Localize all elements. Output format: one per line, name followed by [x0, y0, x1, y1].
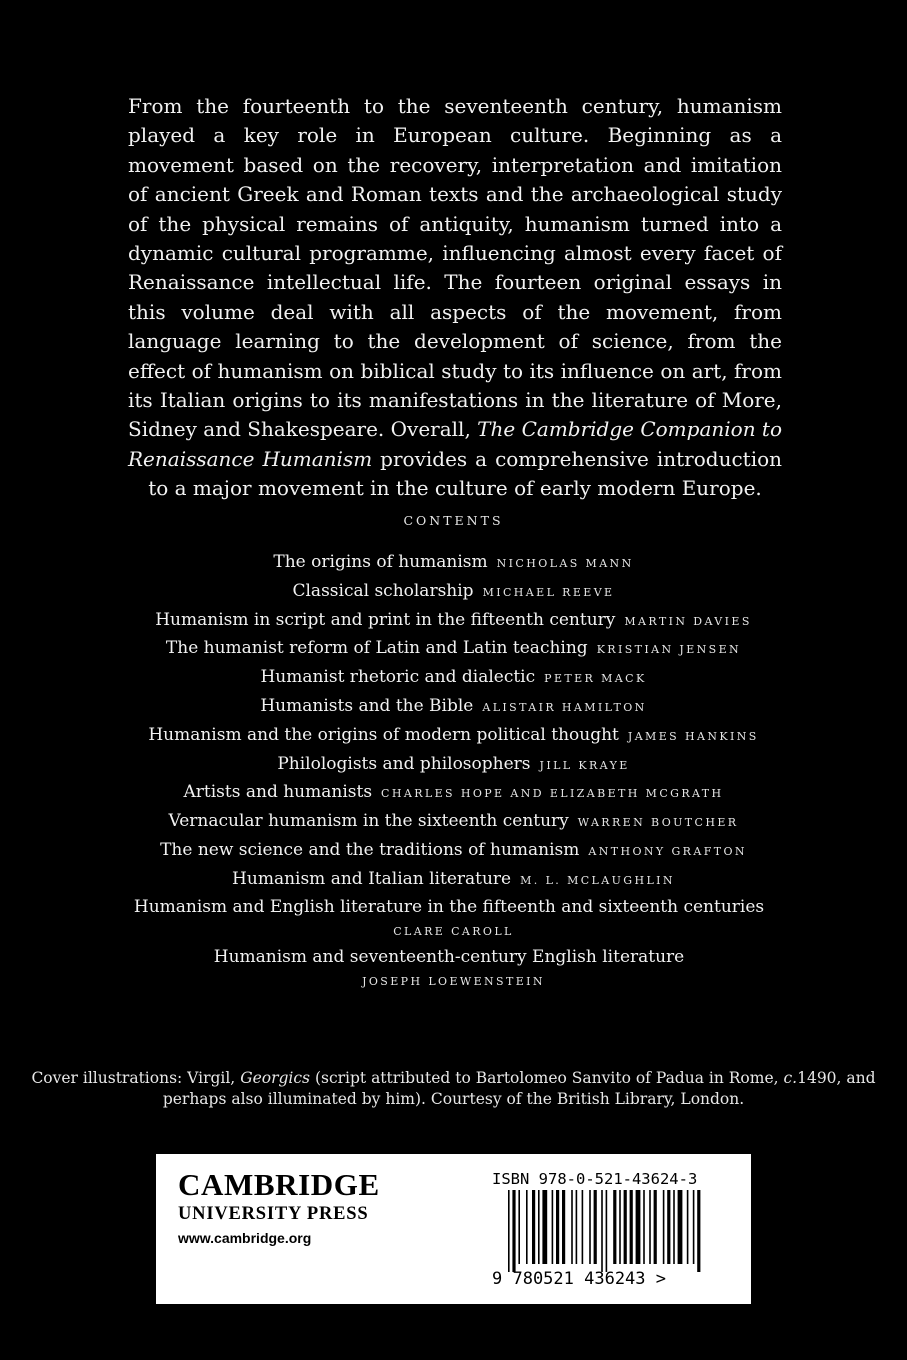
chapter-author: ALISTAIR HAMILTON [482, 700, 647, 714]
barcode-bar [594, 1190, 597, 1264]
chapter-entry [0, 808, 907, 837]
barcode-bar [619, 1190, 621, 1264]
chapter-entry [0, 837, 907, 866]
blurb-book-title: The Cambridge Companion to Renaissance Humanism [128, 417, 783, 471]
barcode-bar [512, 1190, 515, 1272]
publisher-website: www.cambridge.org [178, 1230, 312, 1246]
isbn-label: ISBN 978-0-521-43624-3 [492, 1170, 698, 1188]
barcode-bar [687, 1190, 689, 1264]
chapter-entry [0, 779, 907, 808]
barcode-bar [601, 1190, 603, 1272]
chapter-entry [0, 722, 907, 751]
credits-circa: c. [783, 1069, 798, 1087]
barcode-bar [532, 1190, 535, 1264]
chapter-title: Humanism and Italian literature [232, 868, 512, 889]
barcode-bar [693, 1190, 695, 1264]
barcode-bar [636, 1190, 641, 1264]
barcode-digits: 9 780521 436243 > [492, 1269, 666, 1288]
chapter-author: KRISTIAN JENSEN [596, 643, 742, 657]
barcode-bar [643, 1190, 645, 1264]
barcode-bar [673, 1190, 675, 1264]
barcode-bar [606, 1190, 608, 1272]
barcode-bar [552, 1190, 554, 1264]
chapter-title: Humanism and the origins of modern political thought [148, 724, 619, 745]
publisher-logo-subname: UNIVERSITY PRESS [178, 1204, 369, 1224]
contents-heading: CONTENTS [403, 513, 504, 528]
chapter-entry [0, 866, 907, 895]
barcode-bar [630, 1190, 633, 1264]
barcode-bar [697, 1190, 700, 1272]
chapter-author: MICHAEL REEVE [482, 585, 615, 599]
chapter-author: PETER MACK [544, 672, 647, 686]
chapter-title: The new science and the traditions of humanism [160, 839, 580, 860]
barcode-bar [508, 1190, 510, 1272]
barcode-bar [571, 1190, 573, 1264]
chapter-entry [0, 664, 907, 693]
chapter-author: JILL KRAYE [539, 758, 630, 772]
chapter-entry [0, 751, 907, 780]
barcode-bar [624, 1190, 627, 1264]
chapter-title: Artists and humanists [183, 782, 373, 803]
credits-rest: 1490, and perhaps also illuminated by him). Courtesy of the British Library, London. [162, 1069, 876, 1108]
barcode-bar [582, 1190, 584, 1264]
barcode-bar [613, 1190, 616, 1264]
credits-prefix: Cover illustrations: Virgil, [31, 1069, 236, 1087]
barcode-bar [589, 1190, 591, 1264]
barcode-bar [576, 1190, 578, 1264]
barcode-bar [538, 1190, 540, 1264]
chapter-title: Vernacular humanism in the sixteenth century [168, 811, 569, 832]
chapter-entry [0, 945, 907, 995]
barcode-bar [542, 1190, 547, 1264]
chapter-title: Humanism and English literature in the fifteenth and sixteenth centuries [133, 896, 765, 917]
barcode-bar [649, 1190, 651, 1264]
contents-list [0, 549, 907, 995]
chapter-title: The origins of humanism [273, 552, 488, 572]
chapter-entry [0, 895, 907, 945]
chapter-author: ANTHONY GRAFTON [588, 844, 747, 858]
cover-illustration-credits [0, 1068, 907, 1110]
back-cover-blurb [128, 92, 782, 504]
chapter-title: The humanist reform of Latin and Latin teaching [165, 638, 588, 659]
credits-work-title: Georgics [240, 1069, 310, 1087]
chapter-entry [0, 549, 907, 578]
chapter-author: WARREN BOUTCHER [577, 816, 739, 830]
chapter-author: CLARE CAROLL [393, 924, 514, 938]
chapter-title: Philologists and philosophers [277, 753, 531, 774]
chapter-entry [0, 607, 907, 636]
chapter-title: Humanism in script and print in the fifteenth century [155, 609, 616, 630]
chapter-author: M. L. MCLAUGHLIN [520, 873, 675, 887]
chapter-entry [0, 635, 907, 664]
publisher-logo-name: CAMBRIDGE [178, 1167, 380, 1202]
barcode-bar [663, 1190, 665, 1264]
barcode-bar [556, 1190, 559, 1264]
chapter-author: JOSEPH LOEWENSTEIN [362, 974, 545, 988]
barcode-bar [526, 1190, 528, 1264]
chapter-entry [0, 693, 907, 722]
chapter-title: Humanists and the Bible [260, 695, 474, 716]
chapter-title: Humanist rhetoric and dialectic [260, 667, 536, 688]
barcode-bar [667, 1190, 670, 1264]
barcode-bar [562, 1190, 565, 1264]
chapter-title: Classical scholarship [292, 580, 474, 601]
chapter-title: Humanism and seventeenth-century English literature [213, 946, 685, 967]
barcode-bars [508, 1190, 700, 1272]
blurb-part-1: From the fourteenth to the seventeenth century, humanism played a key role in European culture. Beginning as a movement based on the recovery, interpretation and imitation of ancient Greek and Roman texts and the archaeological study of the physical remains of antiquity, humanism turned into a dynamic cultural programme, influencing almost every facet of Renaissance intellectual life. The fourteen original essays in this volume deal with all aspects of the movement, from language learning to the development of science, from the effect of humanism on biblical study to its influence on art, from its Italian origins to its manifestations in the literature of More, Sidney and Shakespeare. Overall, [128, 94, 782, 442]
barcode-bar [678, 1190, 683, 1264]
chapter-author: NICHOLAS MANN [496, 557, 634, 570]
barcode-bar [654, 1190, 657, 1264]
publisher-footer-panel [156, 1154, 751, 1304]
blurb-part-2: provides a comprehensive introduction to a major movement in the culture of early modern Europe. [148, 446, 783, 501]
chapter-author: CHARLES HOPE AND ELIZABETH MCGRATH [381, 787, 724, 801]
chapter-author: MARTIN DAVIES [624, 614, 752, 628]
chapter-author: JAMES HANKINS [627, 729, 759, 743]
credits-middle: (script attributed to Bartolomeo Sanvito of Padua in Rome, [314, 1069, 779, 1087]
isbn-barcode [492, 1190, 732, 1288]
chapter-entry [0, 578, 907, 607]
barcode-bar [518, 1190, 520, 1264]
